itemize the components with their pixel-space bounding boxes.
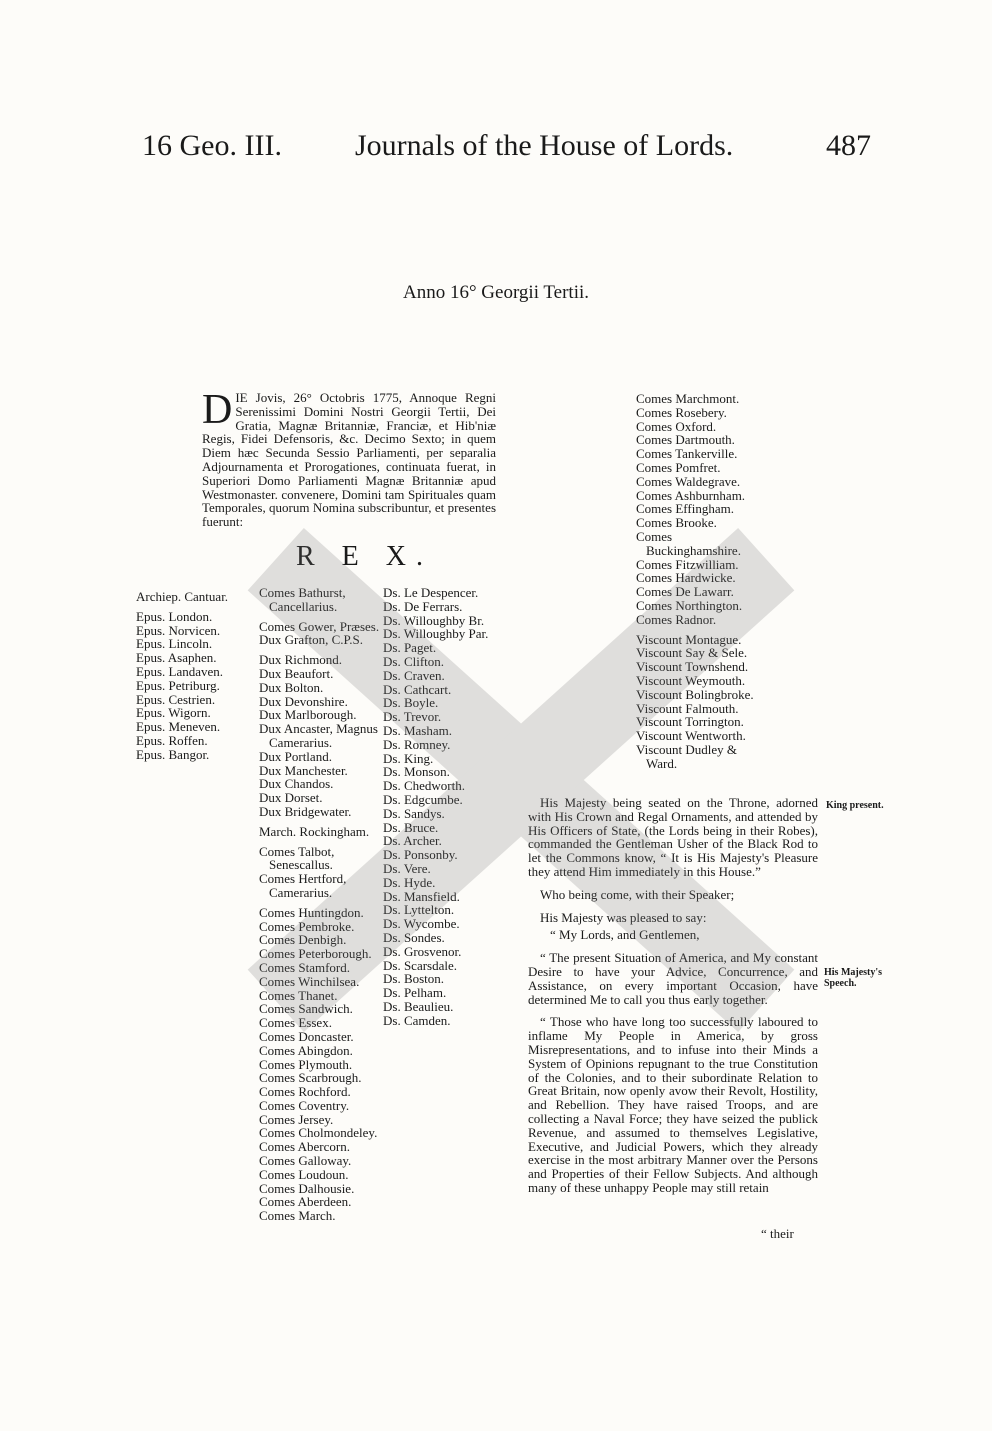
list-item: Dux Ancaster, Magnus Camerarius. — [259, 721, 378, 750]
list-item: Comes Gower, Præses. — [259, 618, 380, 634]
list-temporal-lords-1 — [259, 586, 383, 1223]
list-item: Epus. Landaven. — [136, 663, 224, 679]
list-item: Comes Rochford. — [259, 1084, 351, 1100]
list-item: Comes Plymouth. — [259, 1056, 353, 1072]
list-item: Ds. Trevor. — [383, 709, 442, 725]
list-item: Dux Richmond. — [259, 652, 343, 668]
list-item: Ds. Masham. — [383, 722, 452, 738]
paragraph: His Majesty being seated on the Throne, adorned with His Crown and Regal Ornaments, and attended by His Officers of State, (the Lords being in their Robes), commanded the Gentleman Usher of the Black Rod to let the Commons know, “ It is His Majesty's Pleasure they attend Him immediately in this House.” — [528, 795, 818, 879]
list-item: Ds. Pelham. — [383, 985, 447, 1001]
list-item: Ds. Hyde. — [383, 874, 436, 890]
list-item: Comes Waldegrave. — [636, 473, 741, 489]
list-item: Comes Ashburnham. — [636, 487, 746, 503]
margin-note-king-present: King present. — [826, 800, 884, 811]
list-item: Viscount Say & Sele. — [636, 645, 748, 661]
list-item: Ds. Paget. — [383, 640, 437, 656]
list-item: Comes Oxford. — [636, 418, 717, 434]
list-item: Comes Hardwicke. — [636, 570, 736, 586]
list-spiritual-lords — [136, 590, 248, 762]
paragraph: “ My Lords, and Gentlemen, — [550, 927, 700, 943]
opening-text: IE Jovis, 26° Octobris 1775, Annoque Regni Serenissimi Domini Nostri Georgii Tertii, Dei Gratia, Magnæ Britanniæ, Franciæ, et Hib'niæ Regis, Fidei Defensoris, &c. Decimo Sexto; in quem Diem hæc Secunda Sessio Parliamenti, per separalia Adjournamenta et Prorogationes, continuata fuerat, in Superiori Domo Parliamenti Magnæ Britanniæ apud Westmonaster. convenere, Domini tam Spirituales quam Temporales, quorum Nomina subscribuntur, et presentes fuerunt: — [202, 390, 496, 530]
list-item: Ds. Mansfield. — [383, 888, 460, 904]
list-item: Comes De Lawarr. — [636, 584, 734, 600]
margin-note-speech: His Majesty's Speech. — [824, 967, 883, 989]
list-item: Epus. Roffen. — [136, 732, 208, 748]
list-item: Viscount Wentworth. — [636, 728, 746, 744]
list-item: Viscount Townshend. — [636, 659, 749, 675]
list-item: Dux Manchester. — [259, 762, 348, 778]
list-item: Ds. Bruce. — [383, 819, 439, 835]
list-item: Comes Rosebery. — [636, 404, 727, 420]
list-item: Ds. Romney. — [383, 736, 451, 752]
list-item: Comes Winchilsea. — [259, 973, 360, 989]
list-item: Comes Essex. — [259, 1015, 332, 1031]
list-item: Ds. Chedworth. — [383, 778, 465, 794]
list-item: Comes Loudoun. — [259, 1166, 349, 1182]
list-item: Comes Sandwich. — [259, 1001, 353, 1017]
list-item: Comes Abercorn. — [259, 1139, 350, 1155]
list-item: Comes Tankerville. — [636, 446, 738, 462]
list-item: Ds. King. — [383, 750, 434, 766]
list-item: Ds. Cathcart. — [383, 681, 452, 697]
list-item: Comes Talbot, Senescallus. — [259, 843, 335, 873]
list-item: Archiep. Cantuar. — [136, 589, 229, 604]
list-item: Comes Fitzwilliam. — [636, 556, 739, 572]
list-item: Dux Portland. — [259, 748, 332, 764]
list-item: Ds. Willoughby Par. — [383, 626, 489, 642]
list-item: Comes Pomfret. — [636, 459, 721, 475]
list-item: Comes Galloway. — [259, 1153, 352, 1169]
list-item: Dux Devonshire. — [259, 693, 348, 709]
list-item: Epus. Wigorn. — [136, 705, 211, 721]
header-title: Journals of the House of Lords. — [355, 129, 734, 162]
list-item: Ds. Craven. — [383, 667, 445, 683]
header-session: 16 Geo. III. — [142, 129, 282, 162]
list-item: Ds. Lyttelton. — [383, 902, 455, 918]
list-item: Comes Dartmouth. — [636, 432, 735, 448]
paragraph: Who being come, with their Speaker; — [540, 886, 735, 902]
session-title: Anno 16° Georgii Tertii. — [402, 282, 590, 303]
rex-heading: R E X. — [296, 541, 433, 572]
list-item: Epus. Cestrien. — [136, 691, 216, 707]
paragraph: “ Those who have long too successfully laboured to inflame My People in America, by gross Misrepresentations, and to infuse into their Minds a System of Opinions repugnant to the true Constitution of the Colonies, and to their subordinate Relation to Great Britain, now openly avow their Revolt, Hostility, and Rebellion. They have raised Troops, and are collecting a Naval Force; they have seized the publick Revenue, and assumed to themselves Legislative, Executive, and Judicial Powers, which they already exercise in the most arbitrary Manner over the Persons and Properties of their Fellow Subjects. And although many of these unhappy People may still retain — [528, 1014, 818, 1195]
list-item: Dux Bolton. — [259, 679, 324, 695]
list-item: Comes Radnor. — [636, 611, 717, 627]
list-item: Ds. Scarsdale. — [383, 957, 458, 973]
list-item: Ds. Sondes. — [383, 929, 445, 945]
list-item: Comes Pembroke. — [259, 918, 355, 934]
list-item: Comes Scarbrough. — [259, 1070, 362, 1086]
list-item: Ds. Sandys. — [383, 805, 445, 821]
list-item: Dux Chandos. — [259, 776, 334, 792]
list-item: Comes Stamford. — [259, 959, 350, 975]
list-item: Epus. Bangor. — [136, 746, 210, 762]
list-item: Comes Cholmondeley. — [259, 1125, 378, 1141]
list-item: Ds. Le Despencer. — [383, 585, 479, 600]
list-item: Comes Buckinghamshire. — [636, 528, 741, 558]
list-temporal-lords-2 — [636, 392, 766, 771]
list-item: Viscount Bolingbroke. — [636, 686, 754, 702]
list-item: Ds. Grosvenor. — [383, 943, 462, 959]
speech-text — [528, 796, 818, 1204]
list-item: Comes Aberdeen. — [259, 1194, 352, 1210]
list-item: Comes Marchmont. — [636, 391, 740, 406]
list-item: Epus. London. — [136, 608, 213, 624]
list-item: Ds. Vere. — [383, 860, 431, 876]
list-item: Comes Denbigh. — [259, 932, 347, 948]
list-item: Epus. Petriburg. — [136, 677, 220, 693]
list-item: Comes Peterborough. — [259, 946, 372, 962]
list-item: Viscount Dudley & Ward. — [636, 741, 738, 771]
list-item: Comes Bathurst, Cancellarius. — [259, 585, 346, 614]
list-item: Ds. Boston. — [383, 971, 445, 987]
list-item: Viscount Falmouth. — [636, 700, 739, 716]
drop-cap: D — [202, 387, 233, 433]
catchword: “ their — [761, 1226, 794, 1241]
list-item: Comes Huntingdon. — [259, 904, 364, 920]
list-item: Dux Bridgewater. — [259, 803, 352, 819]
list-item: Ds. Beaulieu. — [383, 998, 454, 1014]
list-item: Comes Coventry. — [259, 1097, 350, 1113]
paragraph: “ The present Situation of America, and My constant Desire to have your Advice, Concurrence, and Assistance, on every important Occasion, have determined Me to call you thus early together. — [528, 950, 818, 1007]
list-item: Ds. De Ferrars. — [383, 598, 463, 614]
list-item: Epus. Norvicen. — [136, 622, 221, 638]
list-item: Ds. Archer. — [383, 833, 442, 849]
list-item: Viscount Montague. — [636, 631, 742, 647]
list-item: Ds. Willoughby Br. — [383, 612, 485, 628]
list-item: Comes Jersey. — [259, 1111, 334, 1127]
list-item: Dux Beaufort. — [259, 665, 334, 681]
list-item: Epus. Lincoln. — [136, 636, 213, 652]
list-item: Dux Marlborough. — [259, 707, 357, 723]
list-item: Dux Dorset. — [259, 790, 323, 806]
list-item: Comes Effingham. — [636, 501, 734, 517]
list-item: Comes Dalhousie. — [259, 1180, 355, 1196]
list-item: Ds. Edgcumbe. — [383, 791, 463, 807]
list-item: Ds. Clifton. — [383, 653, 445, 669]
list-item: Epus. Meneven. — [136, 719, 221, 735]
list-item: Ds. Wycombe. — [383, 916, 460, 932]
list-item: Ds. Camden. — [383, 1012, 451, 1028]
list-item: Ds. Monson. — [383, 764, 450, 780]
list-item: Comes Hertford, Camerarius. — [259, 871, 347, 900]
list-item: Comes Thanet. — [259, 987, 338, 1003]
paragraph: His Majesty was pleased to say: — [540, 909, 707, 925]
list-item: Ds. Boyle. — [383, 695, 439, 711]
list-item: Ds. Ponsonby. — [383, 847, 458, 863]
list-item: Viscount Torrington. — [636, 714, 744, 730]
list-item: Comes March. — [259, 1208, 336, 1224]
list-item: Epus. Asaphen. — [136, 650, 217, 666]
opening-paragraph — [202, 387, 496, 530]
list-item: Comes Abingdon. — [259, 1042, 353, 1058]
page-number: 487 — [826, 129, 871, 162]
list-item: Comes Northington. — [636, 597, 743, 613]
list-item: Comes Doncaster. — [259, 1028, 354, 1044]
list-item: Viscount Weymouth. — [636, 672, 746, 688]
list-barons — [383, 586, 491, 1028]
list-item: Dux Grafton, C.P.S. — [259, 632, 364, 648]
list-item: Comes Brooke. — [636, 515, 717, 531]
list-item: March. Rockingham. — [259, 823, 370, 839]
